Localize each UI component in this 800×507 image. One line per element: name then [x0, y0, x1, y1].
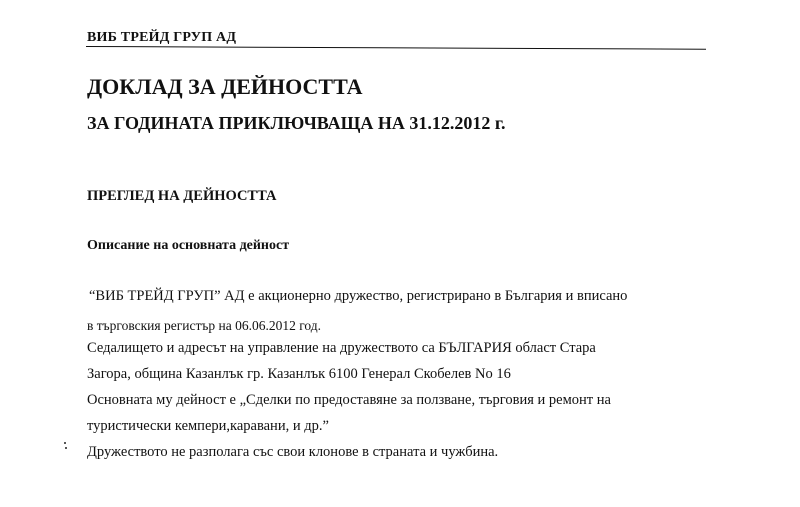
body-line-3: Седалището и адресът на управление на дружеството са БЪЛГАРИЯ област Стара	[87, 340, 596, 356]
body-line-4: Загора, община Казанлък гр. Казанлък 6100 Генерал Скобелев No 16	[87, 366, 511, 382]
body-line-5: Основната му дейност е „Сделки по предоставяне за ползване, търговия и ремонт на	[87, 392, 611, 408]
company-header: ВИБ ТРЕЙД ГРУП АД	[87, 30, 237, 45]
scan-speck	[64, 442, 66, 444]
report-title: ДОКЛАД ЗА ДЕЙНОСТТА	[87, 74, 363, 99]
body-line-7: Дружеството не разполага със свои клонове в страната и чужбина.	[87, 444, 499, 460]
body-line-2: в търговския регистър на 06.06.2012 год.	[87, 318, 322, 333]
section-heading: ПРЕГЛЕД НА ДЕЙНОСТТА	[87, 188, 277, 204]
report-subtitle: ЗА ГОДИНАТА ПРИКЛЮЧВАЩА НА 31.12.2012 г.	[87, 113, 506, 133]
header-rule	[86, 46, 706, 50]
body-line-6: туристически кемпери,каравани, и др.”	[87, 418, 329, 434]
body-line-1: “ВИБ ТРЕЙД ГРУП” АД е акционерно дружество, регистрирано в България и вписано	[89, 288, 628, 304]
subsection-heading: Описание на основната дейност	[87, 238, 290, 253]
